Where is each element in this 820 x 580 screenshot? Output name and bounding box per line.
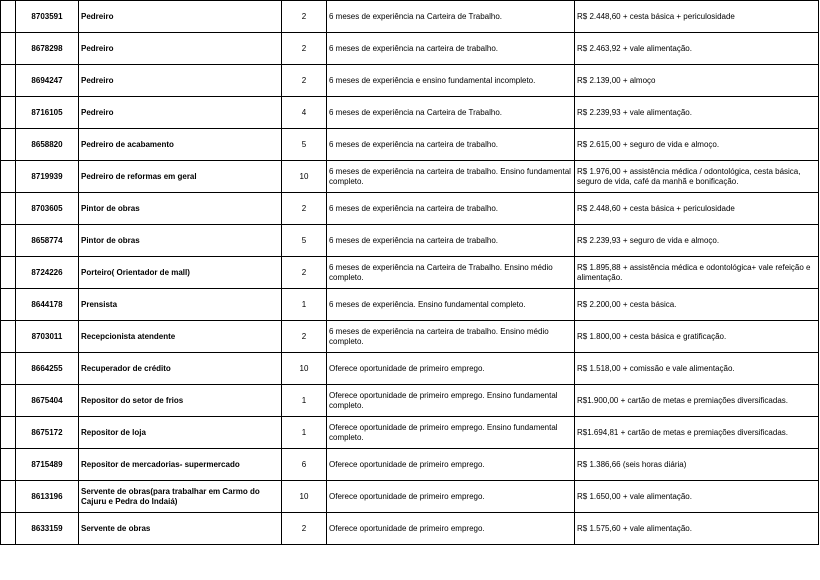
salary-benefits: R$1.900,00 + cartão de metas e premiações diversificadas. (575, 385, 819, 417)
salary-benefits: R$ 1.800,00 + cesta básica e gratificação. (575, 321, 819, 353)
table-row (1, 385, 819, 417)
vacancy-count: 5 (282, 129, 327, 161)
vacancy-count: 2 (282, 513, 327, 545)
job-title: Repositor de loja (79, 417, 282, 449)
salary-benefits: R$ 1.976,00 + assistência médica / odontológica, cesta básica, seguro de vida, café da manhã e bonificação. (575, 161, 819, 193)
table-row (1, 193, 819, 225)
vacancy-code: 8715489 (16, 449, 79, 481)
salary-benefits: R$ 2.239,93 + seguro de vida e almoço. (575, 225, 819, 257)
job-title: Repositor do setor de frios (79, 385, 282, 417)
requirements: 6 meses de experiência na carteira de trabalho. (327, 193, 575, 225)
table-row (1, 161, 819, 193)
table-row (1, 449, 819, 481)
table-row (1, 289, 819, 321)
salary-benefits: R$ 2.615,00 + seguro de vida e almoço. (575, 129, 819, 161)
table-row (1, 33, 819, 65)
blank-cell (1, 225, 16, 257)
vacancy-count: 1 (282, 417, 327, 449)
salary-benefits: R$ 2.200,00 + cesta básica. (575, 289, 819, 321)
salary-benefits: R$ 1.575,60 + vale alimentação. (575, 513, 819, 545)
salary-benefits: R$ 2.448,60 + cesta básica + periculosidade (575, 1, 819, 33)
requirements: Oferece oportunidade de primeiro emprego. (327, 481, 575, 513)
job-title: Repositor de mercadorias- supermercado (79, 449, 282, 481)
table-row (1, 1, 819, 33)
vacancy-count: 2 (282, 321, 327, 353)
job-title: Porteiro( Orientador de mall) (79, 257, 282, 289)
vacancy-count: 10 (282, 353, 327, 385)
vacancy-code: 8694247 (16, 65, 79, 97)
requirements: 6 meses de experiência na Carteira de Trabalho. Ensino médio completo. (327, 257, 575, 289)
requirements: Oferece oportunidade de primeiro emprego. Ensino fundamental completo. (327, 417, 575, 449)
vacancy-code: 8678298 (16, 33, 79, 65)
vacancy-code: 8703011 (16, 321, 79, 353)
job-listings-body (1, 1, 819, 545)
vacancy-count: 2 (282, 193, 327, 225)
blank-cell (1, 513, 16, 545)
job-title: Pintor de obras (79, 193, 282, 225)
vacancy-code: 8719939 (16, 161, 79, 193)
blank-cell (1, 353, 16, 385)
blank-cell (1, 161, 16, 193)
blank-cell (1, 289, 16, 321)
vacancy-count: 6 (282, 449, 327, 481)
blank-cell (1, 33, 16, 65)
job-title: Servente de obras (79, 513, 282, 545)
vacancy-count: 2 (282, 257, 327, 289)
salary-benefits: R$ 2.239,93 + vale alimentação. (575, 97, 819, 129)
blank-cell (1, 1, 16, 33)
job-title: Servente de obras(para trabalhar em Carmo do Cajuru e Pedra do Indaiá) (79, 481, 282, 513)
requirements: 6 meses de experiência. Ensino fundamental completo. (327, 289, 575, 321)
blank-cell (1, 257, 16, 289)
table-row (1, 353, 819, 385)
table-row (1, 513, 819, 545)
job-title: Pedreiro de acabamento (79, 129, 282, 161)
salary-benefits: R$ 2.463,92 + vale alimentação. (575, 33, 819, 65)
vacancy-count: 1 (282, 289, 327, 321)
table-row (1, 257, 819, 289)
requirements: Oferece oportunidade de primeiro emprego. (327, 449, 575, 481)
blank-cell (1, 385, 16, 417)
vacancy-count: 2 (282, 1, 327, 33)
blank-cell (1, 193, 16, 225)
salary-benefits: R$ 1.650,00 + vale alimentação. (575, 481, 819, 513)
blank-cell (1, 417, 16, 449)
table-row (1, 417, 819, 449)
vacancy-code: 8675404 (16, 385, 79, 417)
vacancy-code: 8633159 (16, 513, 79, 545)
vacancy-count: 10 (282, 481, 327, 513)
job-title: Pintor de obras (79, 225, 282, 257)
requirements: Oferece oportunidade de primeiro emprego. Ensino fundamental completo. (327, 385, 575, 417)
vacancy-count: 1 (282, 385, 327, 417)
salary-benefits: R$1.694,81 + cartão de metas e premiações diversificadas. (575, 417, 819, 449)
requirements: 6 meses de experiência na carteira de trabalho. (327, 129, 575, 161)
job-title: Pedreiro (79, 33, 282, 65)
table-row (1, 65, 819, 97)
blank-cell (1, 97, 16, 129)
table-row (1, 97, 819, 129)
table-row (1, 321, 819, 353)
salary-benefits: R$ 1.386,66 (seis horas diária) (575, 449, 819, 481)
vacancy-code: 8716105 (16, 97, 79, 129)
table-row (1, 481, 819, 513)
blank-cell (1, 321, 16, 353)
vacancy-code: 8658820 (16, 129, 79, 161)
blank-cell (1, 481, 16, 513)
blank-cell (1, 129, 16, 161)
job-title: Pedreiro (79, 97, 282, 129)
requirements: 6 meses de experiência na Carteira de Trabalho. (327, 97, 575, 129)
requirements: 6 meses de experiência na carteira de trabalho. (327, 33, 575, 65)
salary-benefits: R$ 2.139,00 + almoço (575, 65, 819, 97)
requirements: 6 meses de experiência na Carteira de Trabalho. (327, 1, 575, 33)
requirements: Oferece oportunidade de primeiro emprego. (327, 513, 575, 545)
vacancy-code: 8724226 (16, 257, 79, 289)
vacancy-count: 10 (282, 161, 327, 193)
vacancy-code: 8658774 (16, 225, 79, 257)
blank-cell (1, 449, 16, 481)
job-title: Recuperador de crédito (79, 353, 282, 385)
job-title: Pedreiro (79, 1, 282, 33)
blank-cell (1, 65, 16, 97)
job-title: Prensista (79, 289, 282, 321)
vacancy-code: 8703591 (16, 1, 79, 33)
requirements: 6 meses de experiência na carteira de trabalho. (327, 225, 575, 257)
salary-benefits: R$ 1.895,88 + assistência médica e odontológica+ vale refeição e alimentação. (575, 257, 819, 289)
requirements: 6 meses de experiência e ensino fundamental incompleto. (327, 65, 575, 97)
vacancy-code: 8703605 (16, 193, 79, 225)
table-row (1, 129, 819, 161)
vacancy-code: 8664255 (16, 353, 79, 385)
requirements: Oferece oportunidade de primeiro emprego. (327, 353, 575, 385)
vacancy-code: 8613196 (16, 481, 79, 513)
vacancy-count: 4 (282, 97, 327, 129)
job-title: Pedreiro (79, 65, 282, 97)
vacancy-count: 5 (282, 225, 327, 257)
requirements: 6 meses de experiência na carteira de trabalho. Ensino fundamental completo. (327, 161, 575, 193)
requirements: 6 meses de experiência na carteira de trabalho. Ensino médio completo. (327, 321, 575, 353)
salary-benefits: R$ 2.448,60 + cesta básica + periculosidade (575, 193, 819, 225)
job-title: Pedreiro de reformas em geral (79, 161, 282, 193)
vacancy-count: 2 (282, 33, 327, 65)
vacancy-code: 8675172 (16, 417, 79, 449)
table-row (1, 225, 819, 257)
vacancy-code: 8644178 (16, 289, 79, 321)
vacancy-count: 2 (282, 65, 327, 97)
job-title: Recepcionista atendente (79, 321, 282, 353)
salary-benefits: R$ 1.518,00 + comissão e vale alimentação. (575, 353, 819, 385)
